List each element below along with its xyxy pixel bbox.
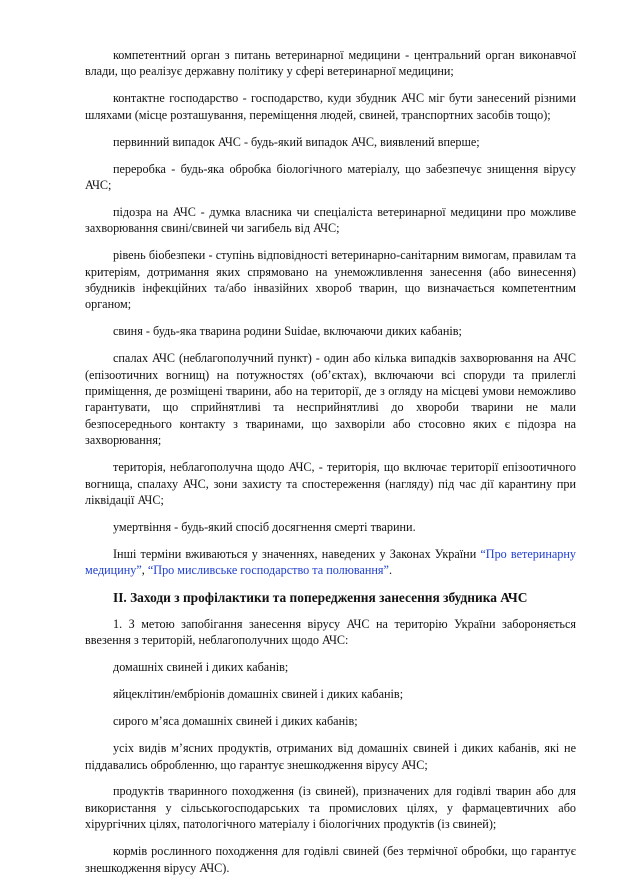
definition-processing: переробка - будь-яка обробка біологічного матеріалу, що забезпечує знищення вірусу АЧС;	[85, 161, 576, 192]
law-link-veterinary-medicine[interactable]: “Про ветеринарну медицину”	[85, 546, 576, 578]
definition-pig: свиня - будь-яка тварина родини Suidae, включаючи диких кабанів;	[113, 324, 462, 339]
definition-killing: умертвіння - будь-який спосіб досягнення смерті тварини.	[113, 519, 416, 534]
law-link-hunting[interactable]: “Про мисливське господарство та полювання”	[147, 563, 389, 578]
section-heading: ІІ. Заходи з профілактики та попередження занесення збудника АЧС	[113, 590, 528, 606]
other-terms-suffix: .	[388, 563, 392, 578]
prohibition-item-animal-products: продуктів тваринного походження (із свиней), призначених для годівлі тварин або для використання у сільськогосподарських та промислових цілях, у фармацевтичних або хірургічних цілях, патологічного матеріалу і біологічних продуктів (із свиней);	[85, 784, 576, 832]
definition-primary-case: первинний випадок АЧС - будь-який випадок АЧС, виявлений вперше;	[113, 134, 480, 149]
prohibition-item-plant-feed: кормів рослинного походження для годівлі свиней (без термічної обробки, що гарантує знешкодження вірусу АЧС).	[85, 844, 576, 875]
definition-infected-territory: територія, неблагополучна щодо АЧС, - територія, що включає території епізоотичного вогнища, спалаху АЧС, зони захисту та спостереження (нагляду) під час дії карантину при ліквідації АЧС;	[85, 460, 576, 507]
definition-biosecurity-level: рівень біобезпеки - ступінь відповідності ветеринарно-санітарним вимогам, правилам та критеріям, дотримання яких спрямовано на унеможливлення занесення (або винесення) збудників інфекційних та/або інвазійних хвороб тварин, що визначається компетентним органом;	[85, 248, 576, 312]
prohibition-item-embryos: яйцеклітин/ембріонів домашніх свиней і диких кабанів;	[113, 687, 404, 702]
definition-contact-farm: контактне господарство - господарство, куди збудник АЧС міг бути занесений різними шляхами (місце розташування, переміщення людей, свиней, транспортних засобів тощо);	[85, 91, 576, 122]
other-terms-separator: ,	[141, 563, 148, 578]
other-terms-prefix: Інші терміни вживаються у значеннях, наведених у Законах України	[113, 546, 481, 561]
definition-outbreak: спалах АЧС (неблагополучний пункт) - один або кілька випадків захворювання на АЧС (епізоотичних вогнищ) на потужностях (об’єктах), включаючи всі споруди та прилеглі приміщення, де розміщені тварини, або на території, де з огляду на місцеві умови неможливо гарантувати, що сприйнятливі та несприйнятливі до хвороби тварини не мали безпосереднього контакту з тваринами, що захворіли або стосовно яких є підозра на захворювання;	[85, 351, 576, 448]
prohibition-item-pigs: домашніх свиней і диких кабанів;	[113, 660, 289, 675]
definition-competent-authority: компетентний орган з питань ветеринарної медицини - центральний орган виконавчої влади, що реалізує державну політику у сфері ветеринарної медицини;	[85, 48, 576, 79]
prohibition-item-meat-products: усіх видів м’ясних продуктів, отриманих від домашніх свиней і диких кабанів, які не піддавались обробленню, що гарантує знешкодження вірусу АЧС;	[85, 741, 576, 772]
other-terms-paragraph	[85, 546, 576, 579]
prohibition-intro: 1. З метою запобігання занесення вірусу АЧС на територію України забороняється ввезення з територій, неблагополучних щодо АЧС:	[85, 617, 576, 648]
document-page	[85, 47, 576, 886]
definition-suspicion: підозра на АЧС - думка власника чи спеціаліста ветеринарної медицини про можливе захворювання свині/свиней чи загибель від АЧС;	[85, 204, 576, 236]
prohibition-item-raw-meat: сирого м’яса домашніх свиней і диких кабанів;	[113, 714, 358, 729]
